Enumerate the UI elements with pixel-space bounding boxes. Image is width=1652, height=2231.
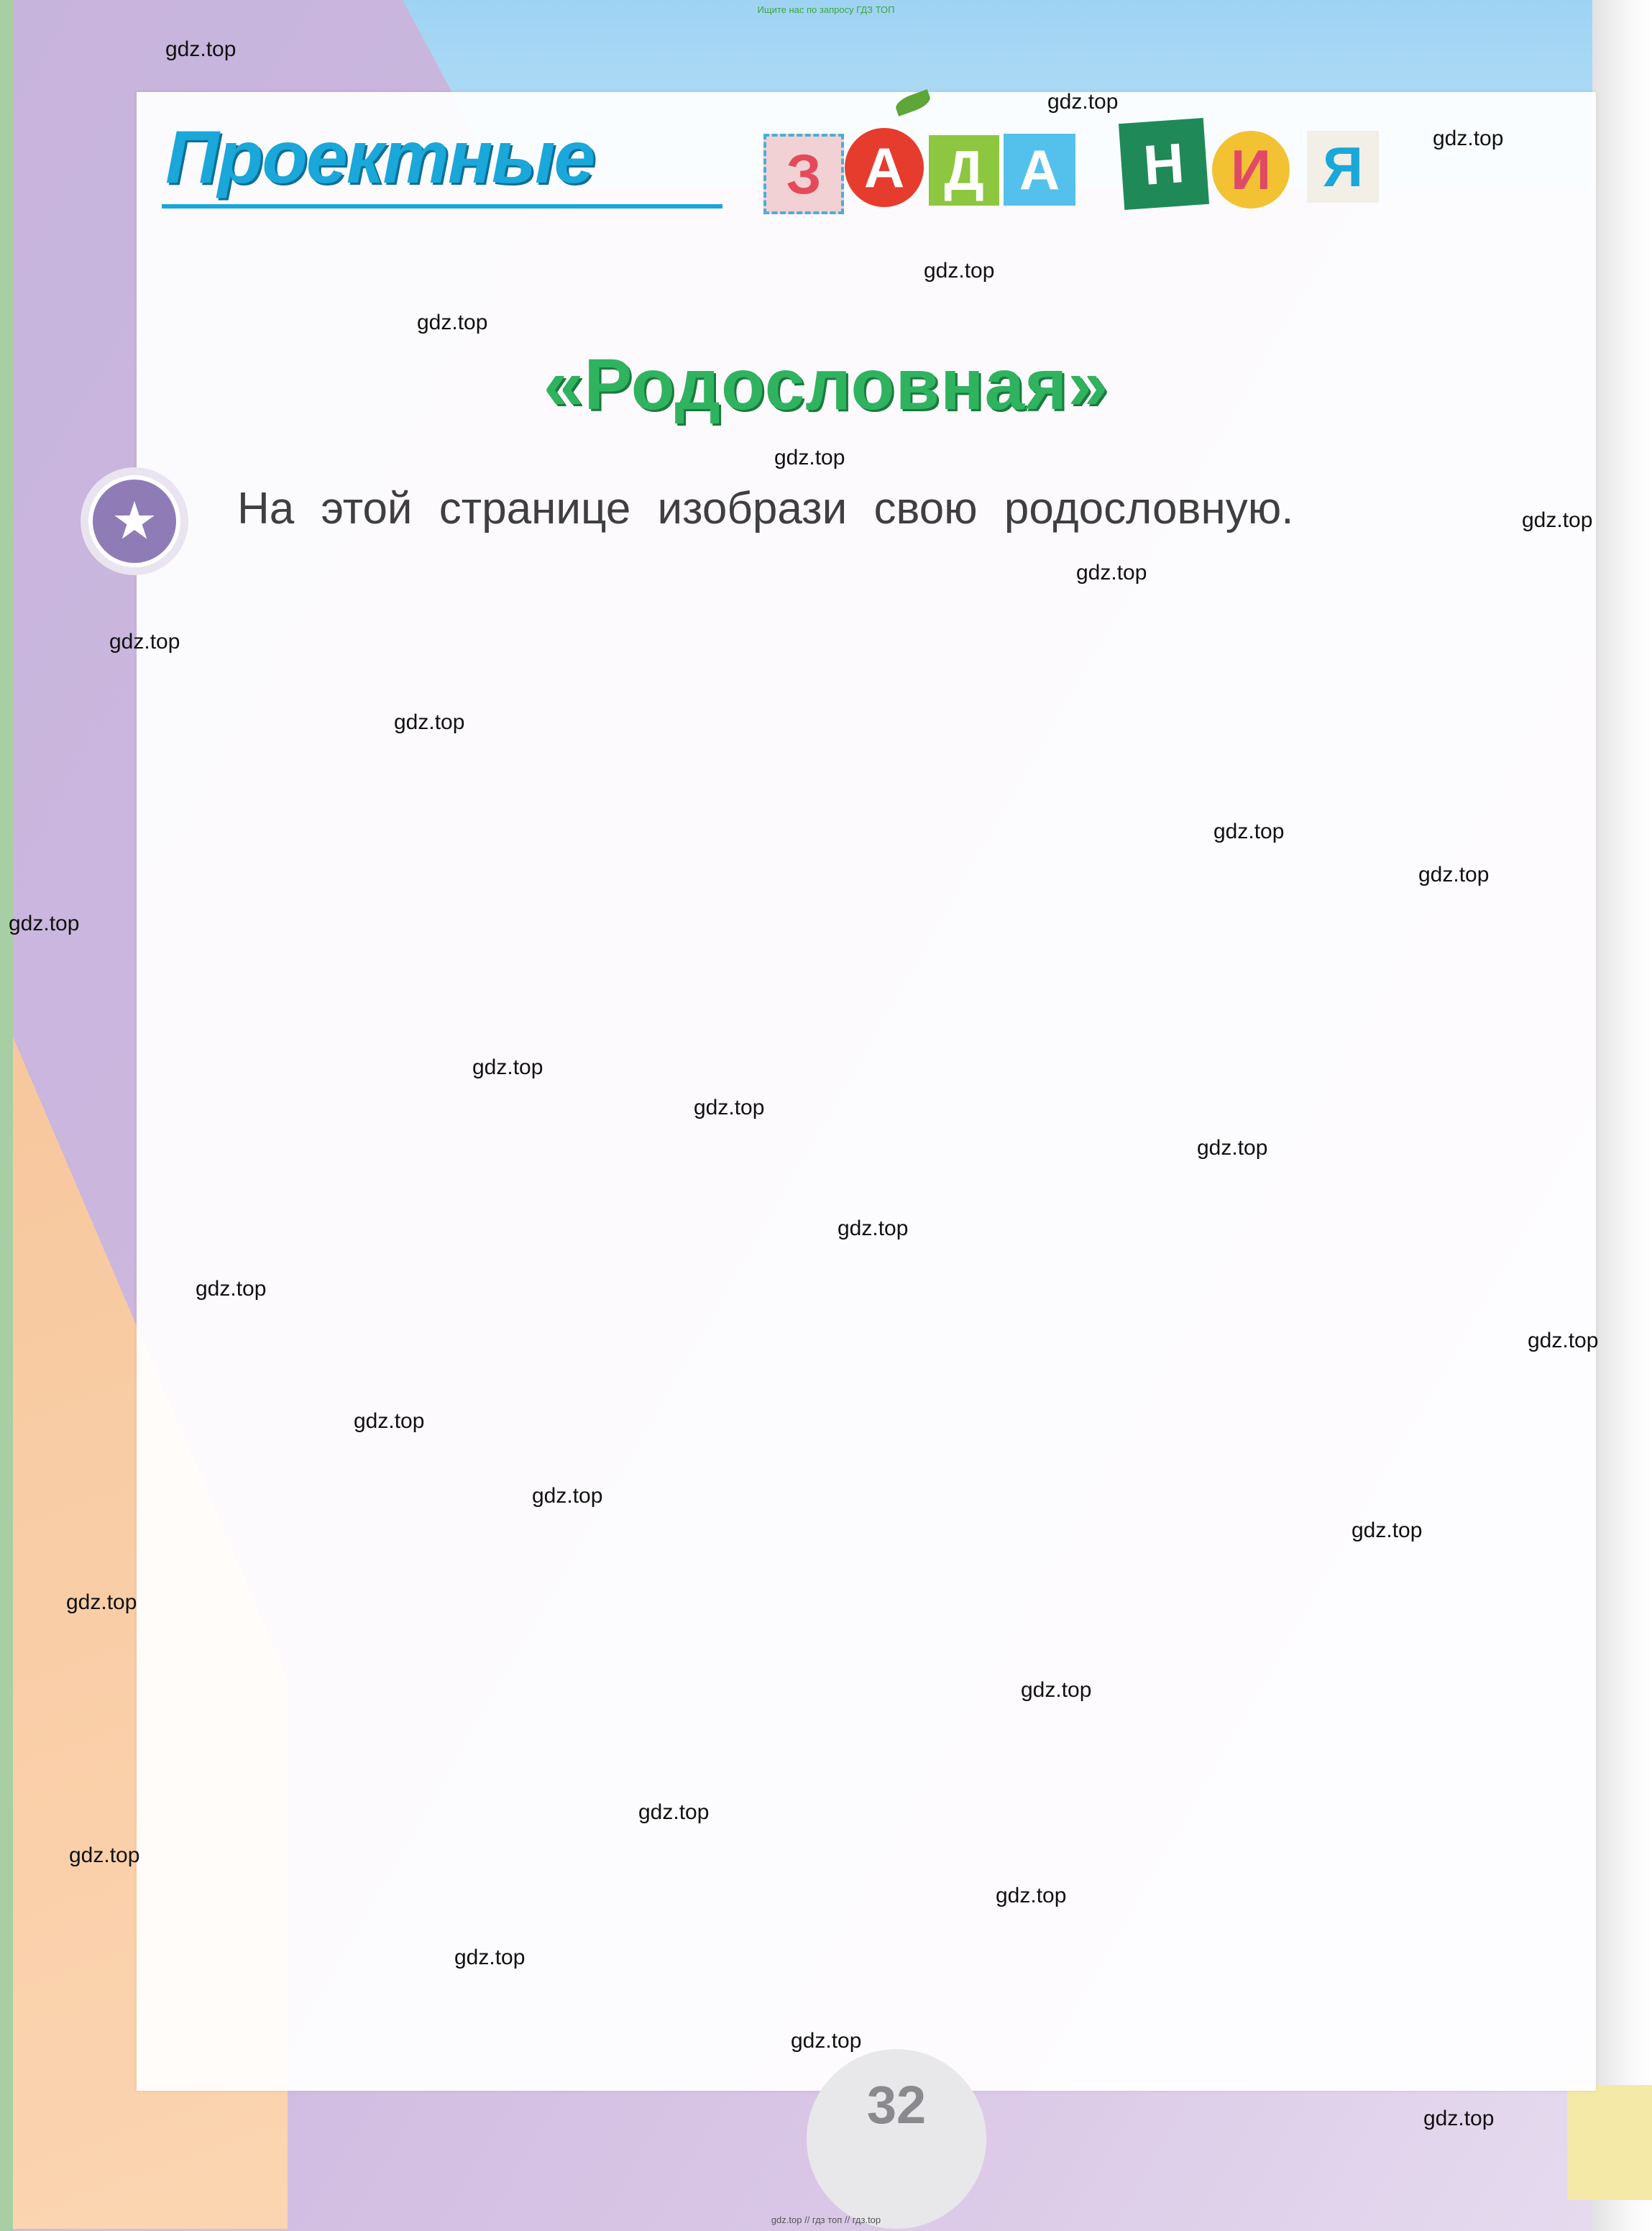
watermark: gdz.top <box>1352 1518 1423 1542</box>
page-subtitle: «Родословная» <box>543 344 1109 425</box>
watermark: gdz.top <box>1021 1678 1092 1702</box>
watermark: gdz.top <box>109 630 180 654</box>
watermark: gdz.top <box>394 710 465 734</box>
watermark: gdz.top <box>354 1409 425 1433</box>
watermark: gdz.top <box>1528 1329 1599 1352</box>
watermark: gdz.top <box>996 1884 1067 1907</box>
title-letter-z: З <box>763 134 844 214</box>
watermark: gdz.top <box>9 912 80 935</box>
task-badge <box>81 467 188 575</box>
title-letter-n: Н <box>1119 118 1209 210</box>
watermark: gdz.top <box>472 1055 543 1079</box>
watermark: gdz.top <box>196 1277 267 1301</box>
watermark: gdz.top <box>66 1590 137 1614</box>
background-green-strip <box>0 0 13 2231</box>
watermark: gdz.top <box>774 446 845 469</box>
watermark: gdz.top <box>1197 1136 1268 1160</box>
watermark: gdz.top <box>417 311 488 334</box>
watermark: gdz.top <box>532 1484 603 1508</box>
header-note: Ищите нас по запросу ГДЗ ТОП <box>757 4 895 15</box>
watermark: gdz.top <box>924 259 995 283</box>
title-letter-ya: Я <box>1307 131 1379 203</box>
watermark: gdz.top <box>1047 90 1119 114</box>
title-letter-d: Д <box>929 135 999 206</box>
title-letter-a-apple: А <box>845 128 924 207</box>
watermark: gdz.top <box>1213 820 1285 843</box>
watermark: gdz.top <box>1522 508 1593 532</box>
title-letter-i: И <box>1212 131 1290 209</box>
star-icon: ★ <box>88 475 180 567</box>
watermark: gdz.top <box>454 1946 526 1969</box>
title-underline <box>162 204 722 209</box>
background-yellow-corner <box>1567 2085 1652 2200</box>
title-letter-a: А <box>1004 134 1075 206</box>
footer-note: gdz.top // гдз топ // гдз.top <box>771 2214 881 2225</box>
page-fold-edge <box>1592 0 1652 2231</box>
watermark: gdz.top <box>638 1800 710 1824</box>
title-word: Проектные <box>165 116 595 199</box>
watermark: gdz.top <box>1418 863 1490 887</box>
watermark: gdz.top <box>694 1096 765 1119</box>
watermark: gdz.top <box>791 2029 862 2053</box>
page-number: 32 <box>866 2075 927 2135</box>
task-text: На этой странице изобрази свою родословную. <box>237 484 1294 533</box>
watermark: gdz.top <box>838 1217 909 1240</box>
watermark: gdz.top <box>1076 561 1147 585</box>
watermark: gdz.top <box>1433 127 1504 150</box>
watermark: gdz.top <box>69 1843 140 1867</box>
watermark: gdz.top <box>1423 2107 1495 2130</box>
watermark: gdz.top <box>165 37 237 61</box>
